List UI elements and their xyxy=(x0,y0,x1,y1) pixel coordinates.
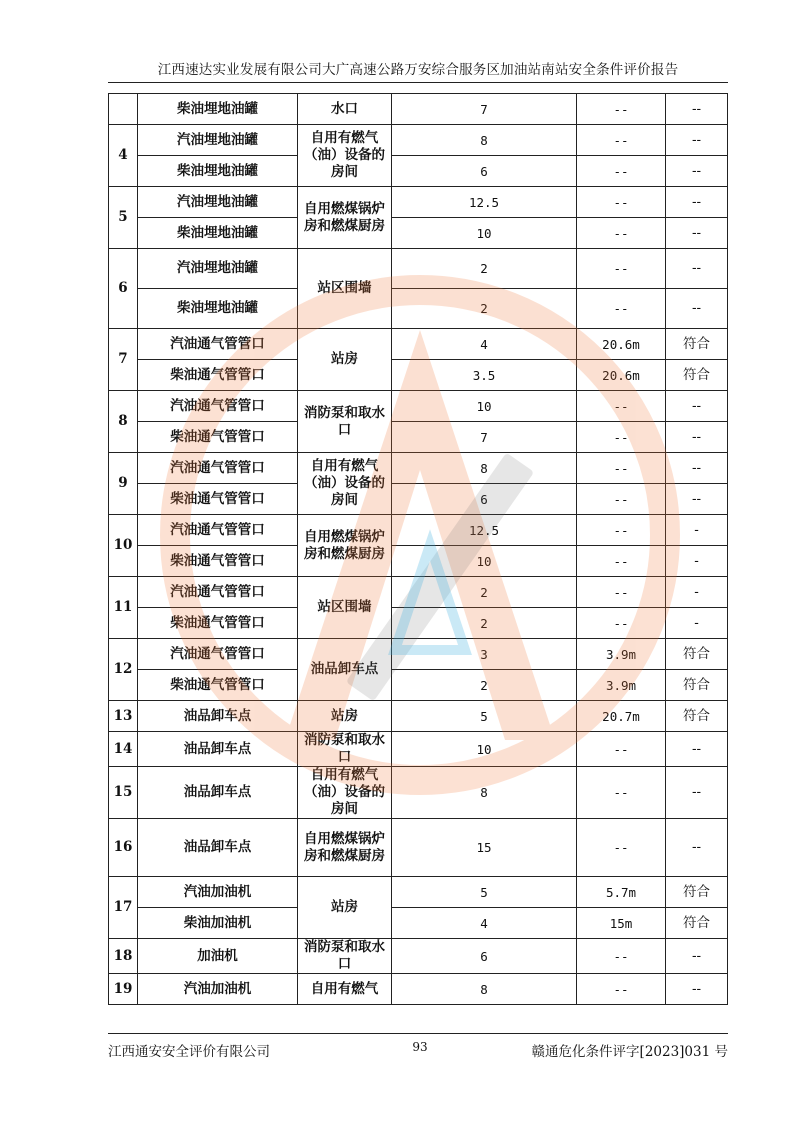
table-row xyxy=(109,877,728,908)
table-row xyxy=(109,546,728,577)
standard-distance-cell: 2 xyxy=(392,608,577,639)
row-number-cell: 4 xyxy=(109,125,138,187)
page-number: 93 xyxy=(412,1040,428,1054)
standard-distance-cell: 2 xyxy=(392,289,577,329)
facility-cell: 柴油通气管管口 xyxy=(138,670,298,701)
facility-cell: 汽油通气管管口 xyxy=(138,391,298,422)
footer-company: 江西通安安全评价有限公司 xyxy=(108,1044,270,1060)
table-row xyxy=(109,767,728,819)
header-divider xyxy=(108,82,728,83)
table-row xyxy=(109,974,728,1005)
table-row xyxy=(109,484,728,515)
standard-distance-cell: 12.5 xyxy=(392,187,577,218)
standard-distance-cell: 8 xyxy=(392,974,577,1005)
target-facility-cell: 站房 xyxy=(298,329,392,391)
result-cell: 符合 xyxy=(666,670,728,701)
target-facility-cell: 自用燃煤锅炉房和燃煤厨房 xyxy=(298,515,392,577)
facility-cell: 油品卸车点 xyxy=(138,732,298,767)
actual-distance-cell: -- xyxy=(577,546,666,577)
page-header-title: 江西速达实业发展有限公司大广高速公路万安综合服务区加油站南站安全条件评价报告 xyxy=(157,62,679,78)
facility-cell: 柴油通气管管口 xyxy=(138,360,298,391)
table-row xyxy=(109,94,728,125)
distance-assessment-table xyxy=(108,93,728,1005)
facility-cell: 汽油埋地油罐 xyxy=(138,125,298,156)
result-cell: -- xyxy=(666,767,728,819)
target-facility-cell: 自用燃煤锅炉房和燃煤厨房 xyxy=(298,819,392,877)
standard-distance-cell: 5 xyxy=(392,701,577,732)
standard-distance-cell: 6 xyxy=(392,939,577,974)
result-cell: -- xyxy=(666,391,728,422)
target-facility-cell: 站房 xyxy=(298,877,392,939)
standard-distance-cell: 4 xyxy=(392,908,577,939)
target-facility-cell: 消防泵和取水口 xyxy=(298,391,392,453)
actual-distance-cell: -- xyxy=(577,974,666,1005)
table-row xyxy=(109,422,728,453)
actual-distance-cell: -- xyxy=(577,577,666,608)
row-number-cell: 13 xyxy=(109,701,138,732)
target-facility-cell: 自用有燃气（油）设备的房间 xyxy=(298,125,392,187)
result-cell: 符合 xyxy=(666,908,728,939)
actual-distance-cell: -- xyxy=(577,515,666,546)
facility-cell: 汽油加油机 xyxy=(138,877,298,908)
result-cell: - xyxy=(666,515,728,546)
standard-distance-cell: 7 xyxy=(392,94,577,125)
footer-divider xyxy=(108,1033,728,1034)
result-cell: - xyxy=(666,577,728,608)
table-row xyxy=(109,218,728,249)
row-number-cell: 10 xyxy=(109,515,138,577)
row-number-cell: 15 xyxy=(109,767,138,819)
result-cell: -- xyxy=(666,289,728,329)
actual-distance-cell: 5.7m xyxy=(577,877,666,908)
facility-cell: 汽油加油机 xyxy=(138,974,298,1005)
table-row xyxy=(109,329,728,360)
standard-distance-cell: 8 xyxy=(392,453,577,484)
facility-cell: 汽油通气管管口 xyxy=(138,577,298,608)
row-number-cell: 9 xyxy=(109,453,138,515)
standard-distance-cell: 4 xyxy=(392,329,577,360)
standard-distance-cell: 10 xyxy=(392,546,577,577)
footer-document-number: 赣通危化条件评字[2023]031 号 xyxy=(531,1044,728,1060)
result-cell: -- xyxy=(666,94,728,125)
row-number-cell: 19 xyxy=(109,974,138,1005)
result-cell: -- xyxy=(666,819,728,877)
result-cell: -- xyxy=(666,125,728,156)
result-cell: -- xyxy=(666,453,728,484)
row-number-cell: 18 xyxy=(109,939,138,974)
standard-distance-cell: 3 xyxy=(392,639,577,670)
target-facility-cell: 自用有燃气（油）设备的房间 xyxy=(298,453,392,515)
table-row xyxy=(109,249,728,289)
result-cell: 符合 xyxy=(666,329,728,360)
actual-distance-cell: 20.6m xyxy=(577,329,666,360)
facility-cell: 柴油通气管管口 xyxy=(138,546,298,577)
row-number-cell: 6 xyxy=(109,249,138,329)
actual-distance-cell: -- xyxy=(577,608,666,639)
standard-distance-cell: 12.5 xyxy=(392,515,577,546)
facility-cell: 油品卸车点 xyxy=(138,701,298,732)
row-number-cell xyxy=(109,94,138,125)
row-number-cell: 16 xyxy=(109,819,138,877)
table-row xyxy=(109,360,728,391)
actual-distance-cell: -- xyxy=(577,94,666,125)
result-cell: 符合 xyxy=(666,701,728,732)
standard-distance-cell: 10 xyxy=(392,218,577,249)
actual-distance-cell: 3.9m xyxy=(577,639,666,670)
standard-distance-cell: 6 xyxy=(392,156,577,187)
facility-cell: 汽油通气管管口 xyxy=(138,515,298,546)
standard-distance-cell: 10 xyxy=(392,732,577,767)
result-cell: 符合 xyxy=(666,877,728,908)
result-cell: -- xyxy=(666,187,728,218)
actual-distance-cell: -- xyxy=(577,422,666,453)
standard-distance-cell: 2 xyxy=(392,670,577,701)
table-row xyxy=(109,670,728,701)
result-cell: 符合 xyxy=(666,639,728,670)
actual-distance-cell: -- xyxy=(577,484,666,515)
target-facility-cell: 消防泵和取水口 xyxy=(298,732,392,767)
table-row xyxy=(109,515,728,546)
table-row xyxy=(109,187,728,218)
table-row xyxy=(109,577,728,608)
result-cell: -- xyxy=(666,974,728,1005)
target-facility-cell: 消防泵和取水口 xyxy=(298,939,392,974)
actual-distance-cell: -- xyxy=(577,289,666,329)
table-row xyxy=(109,391,728,422)
row-number-cell: 17 xyxy=(109,877,138,939)
actual-distance-cell: -- xyxy=(577,453,666,484)
facility-cell: 柴油通气管管口 xyxy=(138,422,298,453)
table-row xyxy=(109,156,728,187)
actual-distance-cell: -- xyxy=(577,187,666,218)
target-facility-cell: 自用有燃气 xyxy=(298,974,392,1005)
standard-distance-cell: 5 xyxy=(392,877,577,908)
facility-cell: 汽油埋地油罐 xyxy=(138,187,298,218)
result-cell: -- xyxy=(666,732,728,767)
actual-distance-cell: -- xyxy=(577,767,666,819)
table-row xyxy=(109,125,728,156)
table-row xyxy=(109,939,728,974)
actual-distance-cell: 20.6m xyxy=(577,360,666,391)
target-facility-cell: 水口 xyxy=(298,94,392,125)
table-row xyxy=(109,608,728,639)
facility-cell: 加油机 xyxy=(138,939,298,974)
actual-distance-cell: -- xyxy=(577,819,666,877)
standard-distance-cell: 7 xyxy=(392,422,577,453)
table-row xyxy=(109,819,728,877)
result-cell: -- xyxy=(666,218,728,249)
table-row xyxy=(109,453,728,484)
standard-distance-cell: 15 xyxy=(392,819,577,877)
result-cell: 符合 xyxy=(666,360,728,391)
facility-cell: 柴油埋地油罐 xyxy=(138,218,298,249)
row-number-cell: 11 xyxy=(109,577,138,639)
actual-distance-cell: -- xyxy=(577,732,666,767)
result-cell: - xyxy=(666,608,728,639)
table-row xyxy=(109,908,728,939)
actual-distance-cell: -- xyxy=(577,218,666,249)
standard-distance-cell: 2 xyxy=(392,249,577,289)
table-row xyxy=(109,639,728,670)
facility-cell: 汽油通气管管口 xyxy=(138,453,298,484)
actual-distance-cell: 15m xyxy=(577,908,666,939)
facility-cell: 柴油埋地油罐 xyxy=(138,289,298,329)
facility-cell: 油品卸车点 xyxy=(138,819,298,877)
target-facility-cell: 自用燃煤锅炉房和燃煤厨房 xyxy=(298,187,392,249)
standard-distance-cell: 6 xyxy=(392,484,577,515)
result-cell: - xyxy=(666,546,728,577)
target-facility-cell: 自用有燃气（油）设备的房间 xyxy=(298,767,392,819)
actual-distance-cell: -- xyxy=(577,156,666,187)
facility-cell: 柴油通气管管口 xyxy=(138,484,298,515)
row-number-cell: 12 xyxy=(109,639,138,701)
facility-cell: 柴油通气管管口 xyxy=(138,608,298,639)
target-facility-cell: 站房 xyxy=(298,701,392,732)
facility-cell: 油品卸车点 xyxy=(138,767,298,819)
row-number-cell: 8 xyxy=(109,391,138,453)
actual-distance-cell: -- xyxy=(577,939,666,974)
result-cell: -- xyxy=(666,156,728,187)
facility-cell: 汽油埋地油罐 xyxy=(138,249,298,289)
actual-distance-cell: -- xyxy=(577,125,666,156)
target-facility-cell: 油品卸车点 xyxy=(298,639,392,701)
facility-cell: 柴油加油机 xyxy=(138,908,298,939)
result-cell: -- xyxy=(666,422,728,453)
actual-distance-cell: -- xyxy=(577,391,666,422)
table-row xyxy=(109,289,728,329)
row-number-cell: 14 xyxy=(109,732,138,767)
actual-distance-cell: -- xyxy=(577,249,666,289)
standard-distance-cell: 8 xyxy=(392,125,577,156)
target-facility-cell: 站区围墙 xyxy=(298,249,392,329)
target-facility-cell: 站区围墙 xyxy=(298,577,392,639)
standard-distance-cell: 2 xyxy=(392,577,577,608)
result-cell: -- xyxy=(666,939,728,974)
standard-distance-cell: 8 xyxy=(392,767,577,819)
facility-cell: 汽油通气管管口 xyxy=(138,329,298,360)
facility-cell: 汽油通气管管口 xyxy=(138,639,298,670)
result-cell: -- xyxy=(666,249,728,289)
actual-distance-cell: 3.9m xyxy=(577,670,666,701)
row-number-cell: 7 xyxy=(109,329,138,391)
standard-distance-cell: 3.5 xyxy=(392,360,577,391)
actual-distance-cell: 20.7m xyxy=(577,701,666,732)
standard-distance-cell: 10 xyxy=(392,391,577,422)
result-cell: -- xyxy=(666,484,728,515)
table-row xyxy=(109,732,728,767)
facility-cell: 柴油埋地油罐 xyxy=(138,94,298,125)
facility-cell: 柴油埋地油罐 xyxy=(138,156,298,187)
table-row xyxy=(109,701,728,732)
row-number-cell: 5 xyxy=(109,187,138,249)
